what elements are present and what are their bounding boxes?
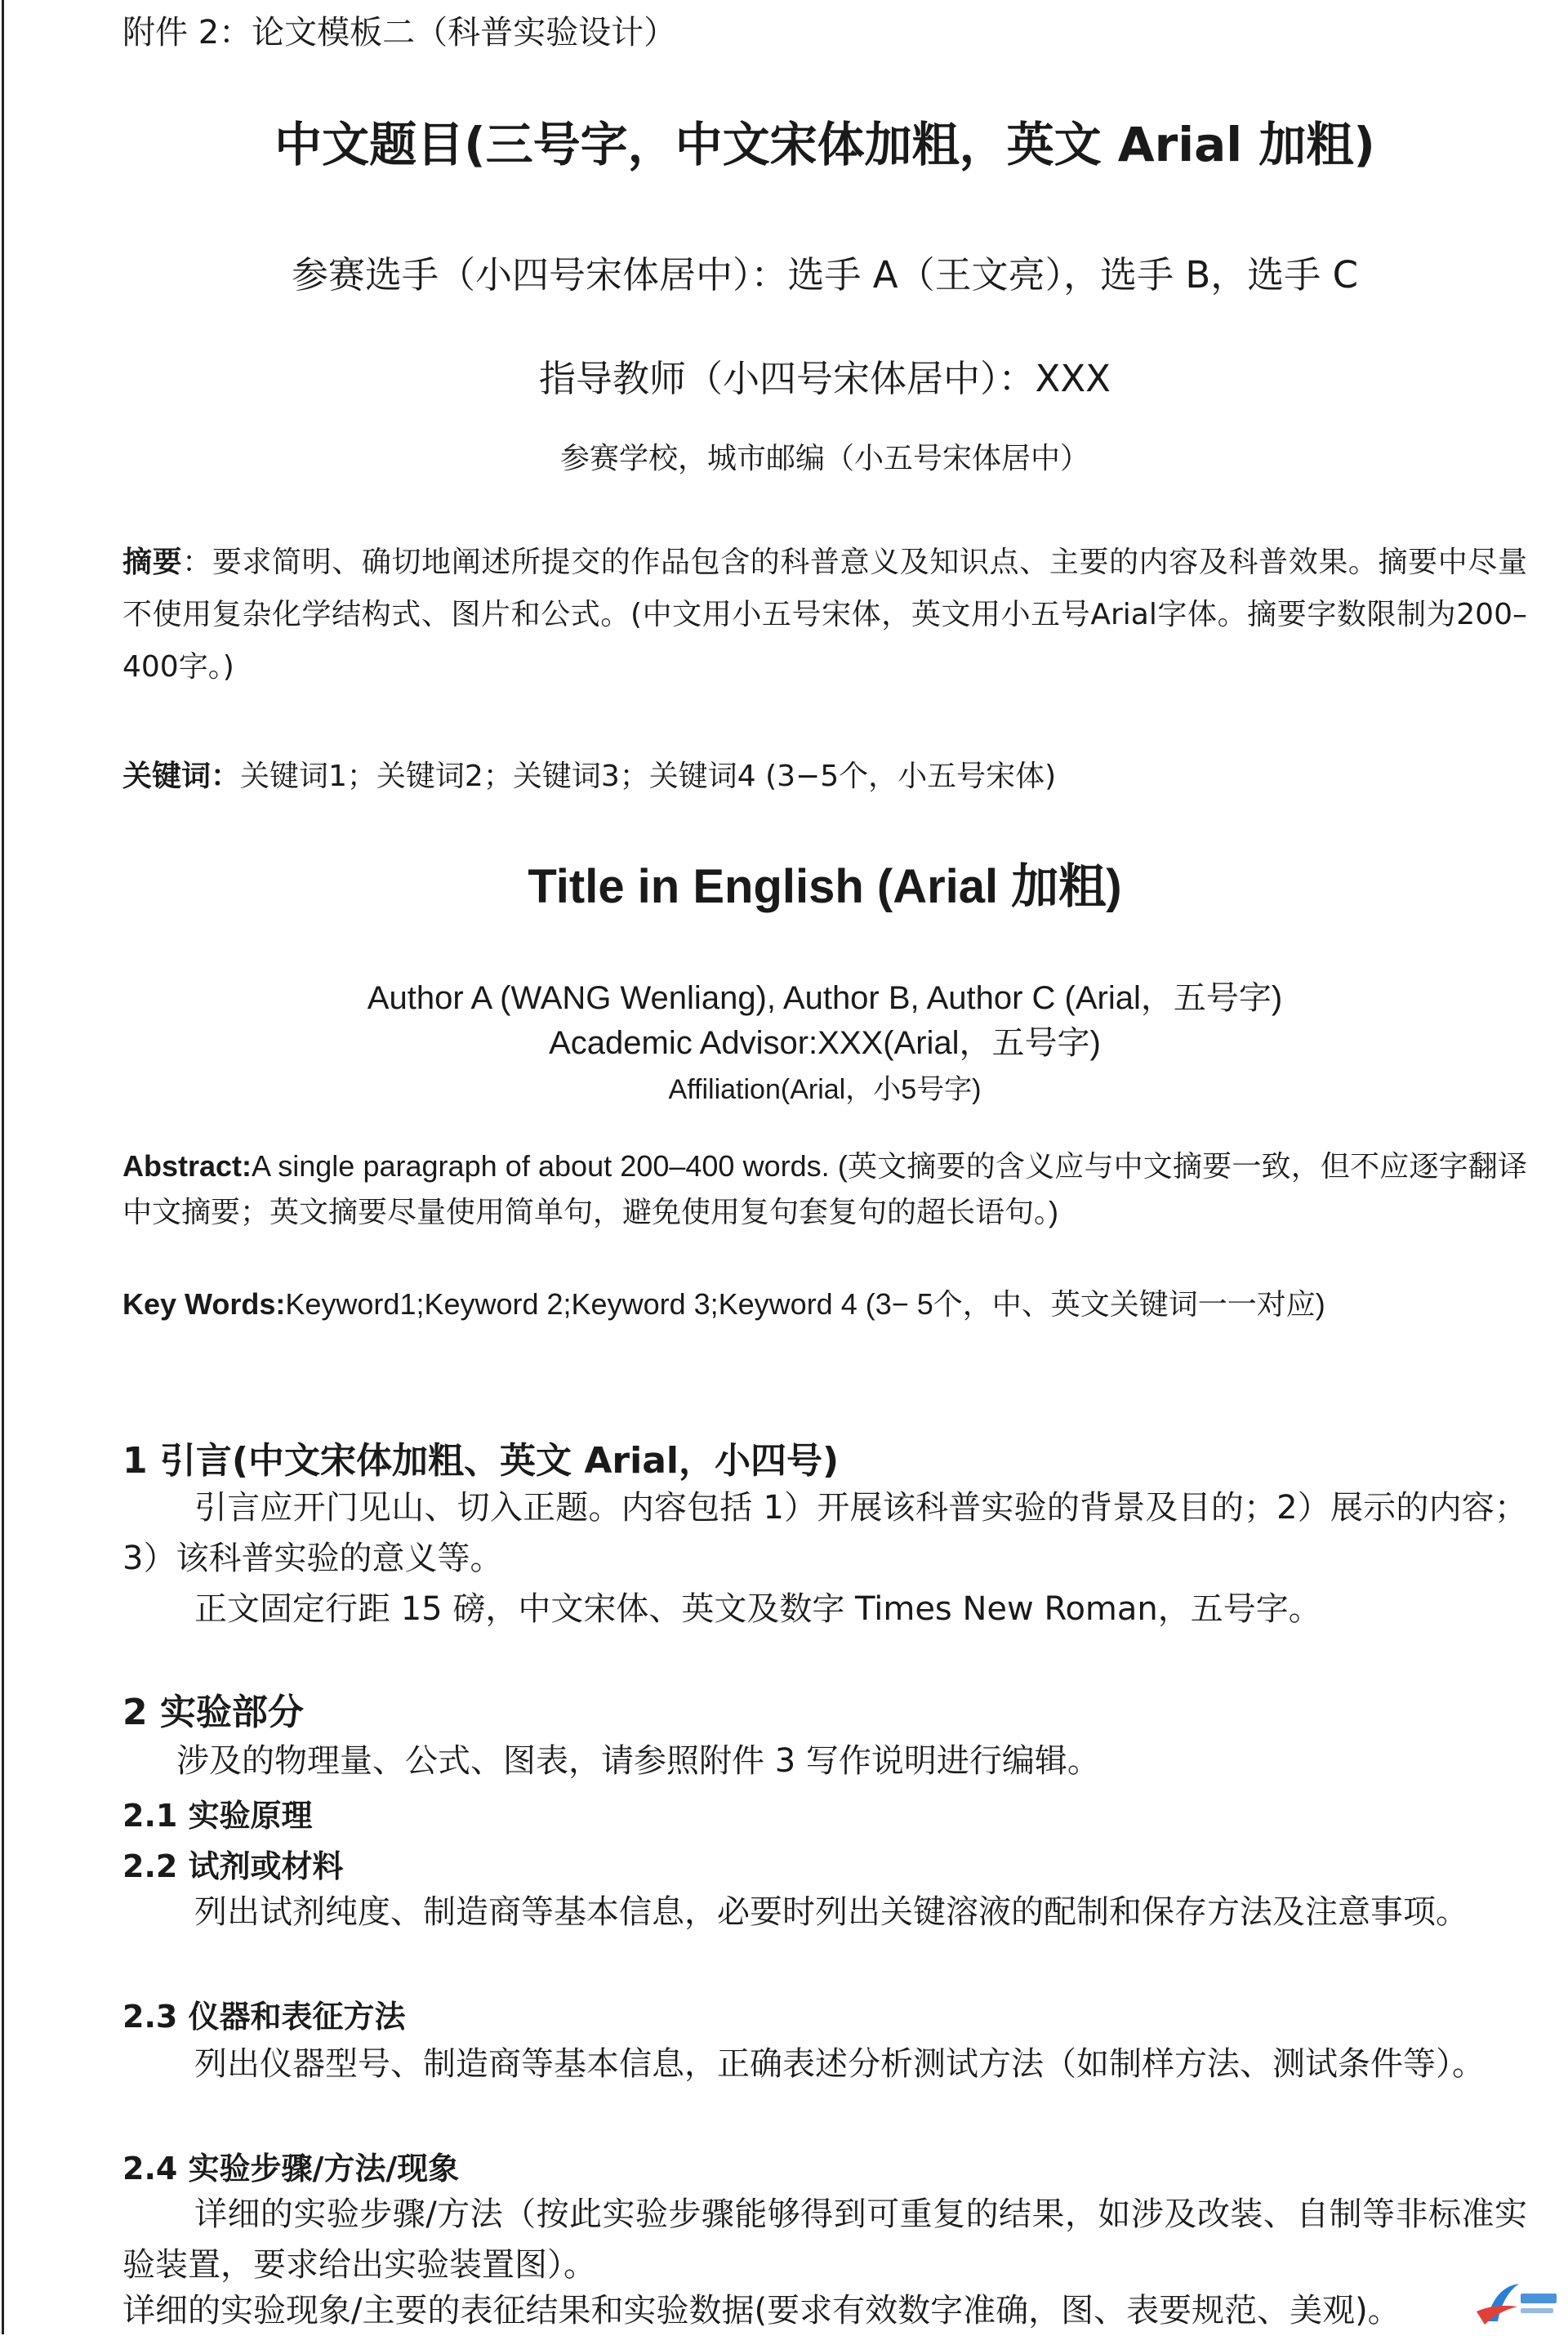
subsection-2-3-text: 列出仪器型号、制造商等基本信息，正确表述分析测试方法（如制样方法、测试条件等）。 [194,2045,1485,2083]
chinese-keywords [122,751,1527,803]
chinese-abstract [122,537,1527,693]
subsection-2-4-heading: 2.4 实验步骤/方法/现象 [122,2151,460,2187]
chinese-title: 中文题目(三号字，中文宋体加粗，英文 Arial 加粗) [274,117,1375,172]
english-affiliation: Affiliation(Arial，小5号字) [668,1074,982,1105]
english-keywords-label: Key Words: [122,1287,286,1321]
chinese-school: 参赛学校，城市邮编（小五号宋体居中） [559,442,1089,475]
chinese-abstract-label: 摘要 [122,546,183,579]
chinese-abstract-text: ：要求简明、确切地阐述所提交的作品包含的科普意义及知识点、主要的内容及科普效果。摘要中尽量不使用复杂化学结构式、图片和公式。(中文用小五号宋体，英文用小五号Arial字体。摘要字数限制为200–400字。) [122,546,1527,684]
chinese-keywords-label: 关键词： [122,760,241,793]
subsection-2-2-heading: 2.2 试剂或材料 [122,1848,344,1884]
page-left-border [2,0,4,2334]
subsection-2-2-text: 列出试剂纯度、制造商等基本信息，必要时列出关键溶液的配制和保存方法及注意事项。 [194,1893,1468,1931]
section-1-paragraph-2: 正文固定行距 15 磅，中文宋体、英文及数字 Times New Roman，五号字。 [194,1590,1321,1628]
company-logo-icon [1470,2279,1560,2328]
subsection-2-1-heading: 2.1 实验原理 [122,1798,313,1834]
english-authors: Author A (WANG Wenliang), Author B, Author C (Arial，五号字) [367,980,1283,1016]
chinese-advisor: 指导教师（小四号宋体居中）：XXX [539,357,1111,400]
attachment-line: 附件 2：论文模板二（科普实验设计） [122,14,677,51]
english-title: Title in English (Arial 加粗) [528,860,1122,913]
english-keywords [122,1278,1527,1331]
section-2-heading: 2 实验部分 [122,1692,304,1733]
subsection-2-3-heading: 2.3 仪器和表征方法 [122,1999,406,2035]
chinese-authors: 参赛选手（小四号宋体居中）：选手 A（王文亮），选手 B，选手 C [292,253,1358,296]
subsection-2-4-text: 详细的实验步骤/方法（按此实验步骤能够得到可重复的结果，如涉及改装、自制等非标准实验装置，要求给出实验装置图）。 [122,2196,1527,2284]
section-2-intro: 涉及的物理量、公式、图表，请参照附件 3 写作说明进行编辑。 [176,1742,1100,1780]
section-1-paragraph-1: 引言应开门见山、切入正题。内容包括 1）开展该科普实验的背景及目的；2）展示的内容；3）该科普实验的意义等。 [122,1489,1527,1577]
english-abstract-label: Abstract: [122,1149,252,1183]
section-1-heading: 1 引言(中文宋体加粗、英文 Arial，小四号) [122,1440,840,1482]
english-abstract [122,1143,1527,1235]
subsection-2-4-text-2: 详细的实验现象/主要的表征结果和实验数据(要求有效数字准确，图、表要规范、美观)。 [122,2292,1401,2329]
english-advisor: Academic Advisor:XXX(Arial，五号字) [549,1025,1101,1061]
chinese-keywords-text: 关键词1；关键词2；关键词3；关键词4 (3−5个，小五号宋体) [240,760,1057,793]
english-keywords-text: Keyword1;Keyword 2;Keyword 3;Keyword 4 (3− 5个，中、英文关键词一一对应) [285,1287,1325,1321]
english-abstract-text: A single paragraph of about 200–400 words. (英文摘要的含义应与中文摘要一致，但不应逐字翻译中文摘要；英文摘要尽量使用简单句，避免使用复句套复句的超长语句。) [122,1149,1527,1228]
